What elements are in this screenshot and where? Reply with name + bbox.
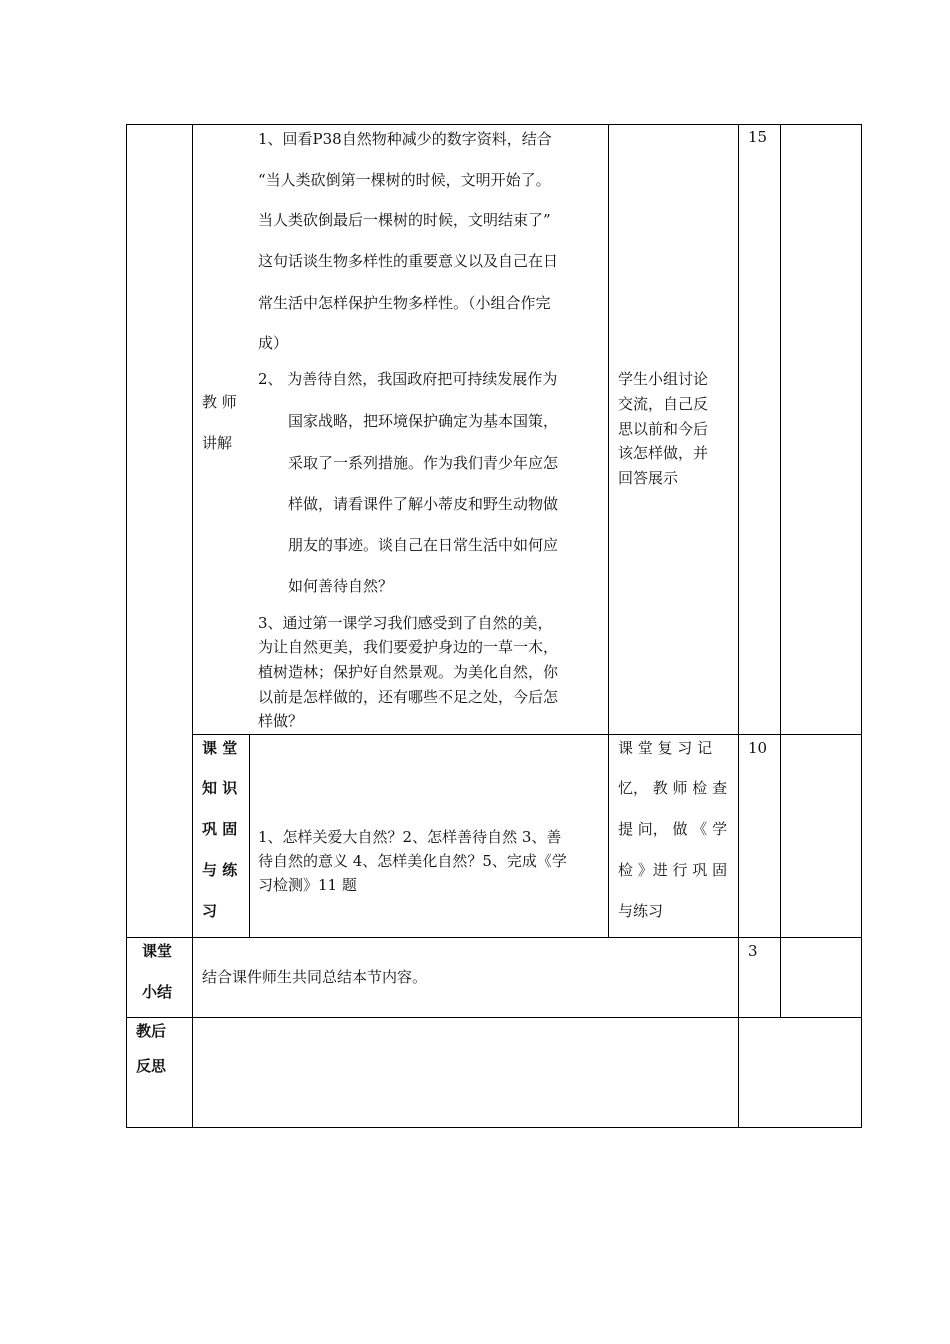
table-border-right — [861, 124, 862, 1128]
teacher-content-line: 1、回看P38自然物种减少的数字资料，结合 — [258, 130, 552, 148]
col-divider-e — [780, 124, 781, 1017]
time-cell: 15 — [748, 128, 768, 146]
summary-content: 结合课件师生共同总结本节内容。 — [202, 968, 428, 986]
student-activity-line: 学生小组讨论 — [618, 370, 709, 388]
teacher-content-line: 植树造林；保护好自然景观。为美化自然，你 — [258, 663, 559, 681]
practice-label-line: 巩 固 — [202, 820, 238, 838]
practice-student-line: 提 问， 做 《 学 — [618, 820, 728, 838]
row-divider-1 — [192, 734, 862, 735]
reflection-label-line: 反思 — [136, 1057, 167, 1075]
time-cell: 10 — [748, 739, 768, 757]
teacher-content-line: “当人类砍倒第一棵树的时候，文明开始了。 — [258, 171, 551, 189]
teacher-content-line: 3、通过第一课学习我们感受到了自然的美， — [258, 614, 553, 632]
student-activity-line: 回答展示 — [618, 469, 679, 487]
teacher-label-2: 讲解 — [202, 434, 233, 452]
practice-student-line: 课 堂 复 习 记 — [618, 739, 713, 757]
student-activity-line: 交流，自己反 — [618, 395, 709, 413]
practice-student-line: 检 》进 行 巩 固 — [618, 861, 728, 879]
time-cell: 3 — [748, 942, 758, 960]
teacher-content-line: 当人类砍倒最后一棵树的时候，文明结束了” — [258, 211, 551, 229]
teacher-content-line: 这句话谈生物多样性的重要意义以及自己在日 — [258, 252, 559, 270]
teacher-content-line: 2、 为善待自然，我国政府把可持续发展作为 — [258, 370, 558, 388]
row-divider-2 — [126, 937, 862, 938]
col-divider-d — [738, 124, 739, 1128]
teacher-content-line: 采取了一系列措施。作为我们青少年应怎 — [288, 454, 559, 472]
teacher-content-line: 样做，请看课件了解小蒂皮和野生动物做 — [288, 495, 559, 513]
teacher-content-line: 为让自然更美，我们要爱护身边的一草一木， — [258, 638, 559, 656]
col-divider-b — [249, 734, 250, 937]
row-divider-3 — [126, 1017, 862, 1018]
practice-content-line: 待自然的意义 4、怎样美化自然？5、完成《学 — [258, 852, 567, 870]
teacher-content-line: 成） — [258, 334, 289, 352]
practice-label-line: 课 堂 — [202, 739, 238, 757]
practice-student-line: 忆， 教 师 检 查 — [618, 779, 728, 797]
teacher-content-line: 以前是怎样做的，还有哪些不足之处，今后怎 — [258, 688, 559, 706]
practice-content-line: 习检测》11 题 — [258, 876, 357, 894]
teacher-content-line: 样做？ — [258, 712, 304, 730]
reflection-label-line: 教后 — [136, 1022, 167, 1040]
teacher-content-line: 如何善待自然？ — [288, 577, 394, 595]
practice-student-line: 与练习 — [618, 902, 664, 920]
student-activity-line: 该怎样做，并 — [618, 444, 709, 462]
teacher-content-line: 常生活中怎样保护生物多样性。（小组合作完 — [258, 294, 551, 312]
practice-content-line: 1、怎样关爱大自然？2、怎样善待自然 3、善 — [258, 828, 562, 846]
summary-label-line: 小结 — [142, 983, 173, 1001]
teacher-label-1: 教 师 — [202, 393, 237, 411]
practice-label-line: 习 — [202, 902, 218, 920]
teacher-content-line: 国家战略，把环境保护确定为基本国策， — [288, 412, 559, 430]
table-border-left — [126, 124, 127, 1128]
summary-label-line: 课堂 — [142, 942, 173, 960]
student-activity-line: 思以前和今后 — [618, 420, 709, 438]
practice-label-line: 知 识 — [202, 779, 238, 797]
col-divider-c — [608, 124, 609, 937]
practice-label-line: 与 练 — [202, 861, 238, 879]
table-border-top — [126, 124, 862, 125]
col-divider-a — [192, 124, 193, 1128]
table-border-bottom — [126, 1127, 862, 1128]
teacher-content-line: 朋友的事迹。谈自己在日常生活中如何应 — [288, 536, 559, 554]
lesson-plan-table — [126, 124, 862, 1128]
